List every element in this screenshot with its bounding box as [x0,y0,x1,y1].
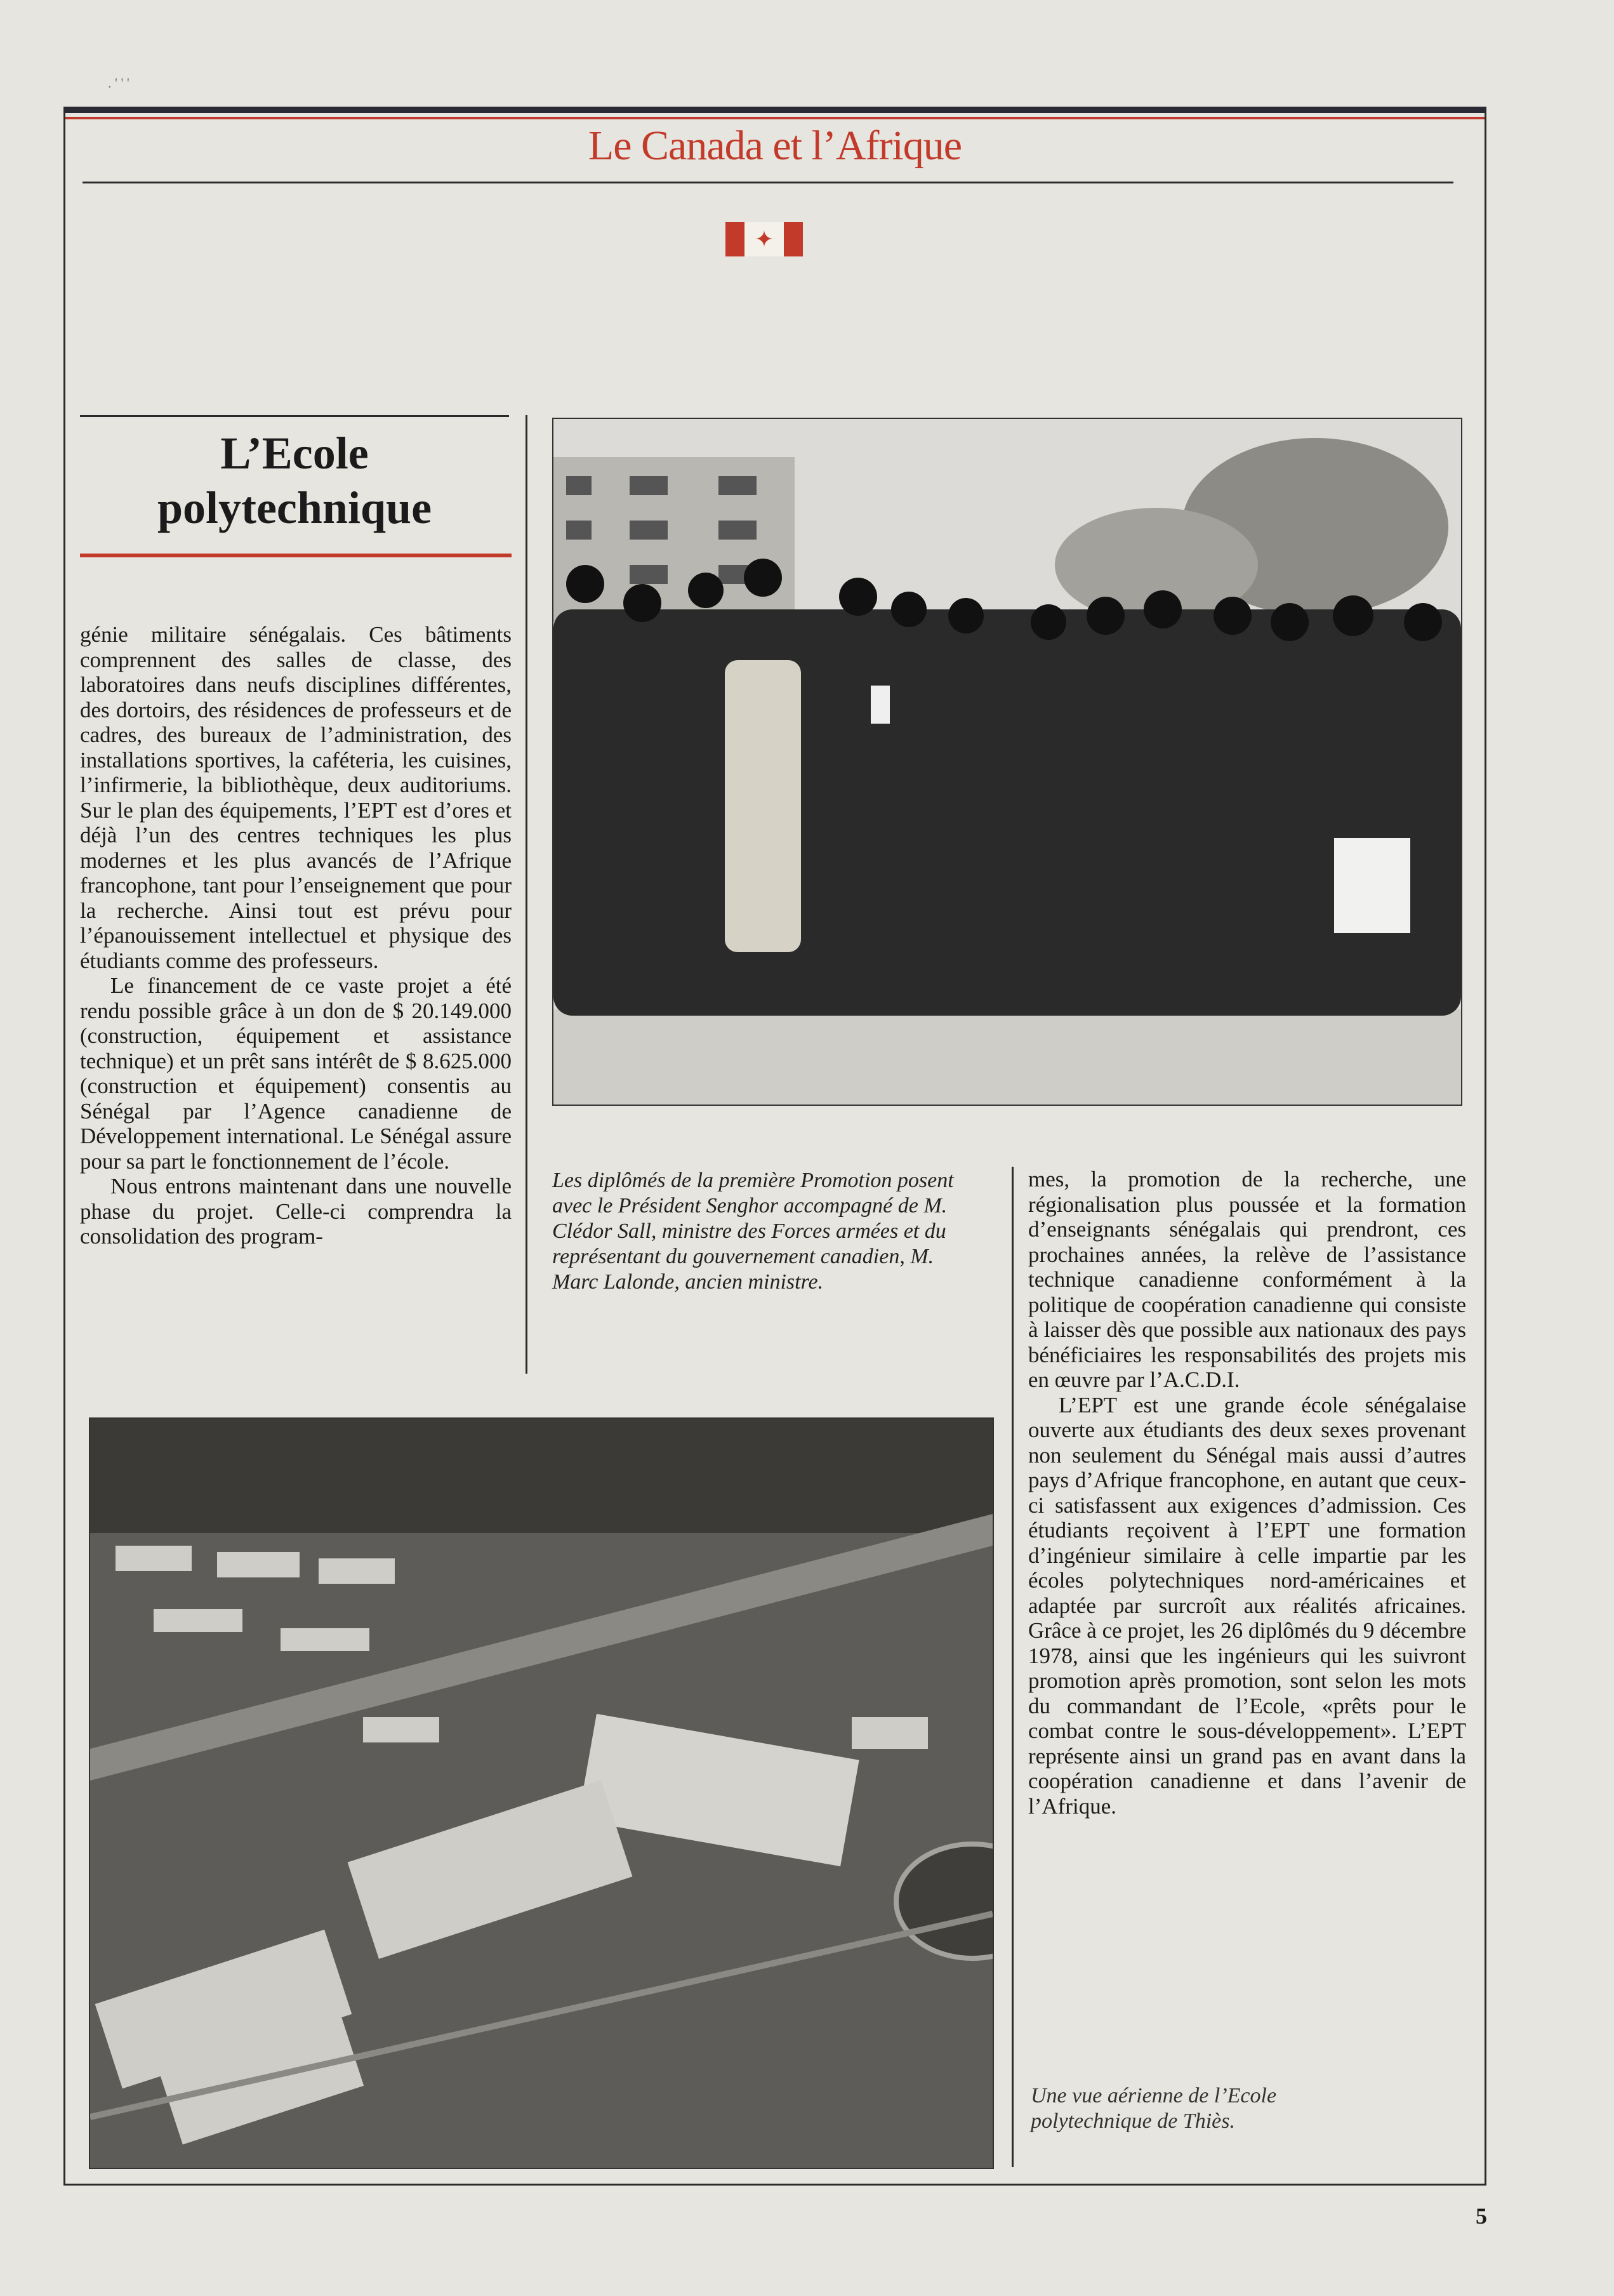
paragraph: génie militaire sénégalais. Ces bâtiments comprennent des salles de classe, des laboratoires dans neufs disciplines différentes, des dortoirs, des résidences de professeurs et de cadres, des bureaux de l’administration, des installations sportives, la caféteria, les cuisines, l’infirmerie, la bibliothèque, deux auditoriums. Sur le plan des équipements, l’EPT est d’ores et déjà l’un des centres techniques les plus modernes et les plus avancés de l’Afrique francophone, tant pour l’enseignement que pour la recherche. Ainsi tout est prévu pour l’épanouissement intellectuel et physique des étudiants comme des professeurs. [80,622,512,973]
aerial-photo [89,1417,994,2169]
article-title [80,426,509,535]
column-divider-left [526,415,527,1374]
photo-caption-aerial: Une vue aérienne de l’Ecole polytechnique de Thiès. [1031,2084,1277,2133]
article-title-line2: polytechnique [157,482,432,533]
paragraph: mes, la promotion de la recherche, une régionalisation plus poussée et la formation d’enseignants sénégalais qui prendront, ces prochaines années, la relève de l’assistance technique canadienne conformément à la politique de coopération canadienne qui consiste à laisser dès que possible aux nationaux des pays bénéficiaires les responsabilités des projets mis en œuvre par l’A.C.D.I. [1028,1167,1466,1392]
flag-band-left [725,222,744,256]
page-number: 5 [1476,2203,1487,2229]
graduates-photo-illustration [553,419,1461,1105]
photo-caption-graduates: Les diplômés de la première Promotion posent avec le Président Senghor accompagné de M. Clédor Sall, ministre des Forces armées et du représentant du gouvernement canadien, M. Marc Lalonde, ancien ministre. [552,1169,954,1294]
masthead-title: Le Canada et l’Afrique [588,123,962,169]
article-title-line1: L’Ecole [220,428,369,479]
corner-marks: . ' ' ' [108,75,129,91]
paragraph: Le financement de ce vaste projet a été rendu possible grâce à un don de $ 20.149.000 (construction, équipement et assistance technique) et un prêt sans intérêt de $ 8.625.000 (construction et équipement) consentis au Sénégal par l’Agence canadienne de Développement international. Le Sénégal assure pour sa part le fonctionnement de l’école. [80,973,512,1174]
paragraph: L’EPT est une grande école sénégalaise ouverte aux étudiants des deux sexes provenant non seulement du Sénégal mais aussi d’autres pays d’Afrique francophone, en autant que ceux-ci satisfassent aux exigences d’admission. Ces étudiants reçoivent à l’EPT une formation d’ingénieur similaire à celle impartie par les écoles polytechniques nord-américaines et adaptée par surcroît aux réalités africaines. Grâce à ce projet, les 26 diplômés du 9 décembre 1978, ainsi que les ingénieurs qui les suivront promotion après promotion, sont selon les mots du commandant de l’Ecole, «prêts pour le combat contre le sous-développement». L’EPT représente ainsi un grand pas en avant dans la coopération canadienne et dans l’avenir de l’Afrique. [1028,1392,1467,1819]
masthead-rule [83,182,1453,183]
canada-flag-icon [725,222,803,256]
article-title-box [80,415,509,557]
flag-band-right [784,222,803,256]
paragraph: Nous entrons maintenant dans une nouvelle phase du projet. Celle-ci comprendra la consolidation des program- [80,1174,512,1249]
maple-leaf-icon: ✦ [744,222,784,256]
graduates-photo [552,418,1462,1106]
aerial-photo-illustration [90,1419,993,2168]
article-column-3 [1028,1167,1466,1819]
column-divider-right [1012,1167,1014,2167]
title-underline [80,554,512,557]
article-column-1 [80,622,512,1249]
